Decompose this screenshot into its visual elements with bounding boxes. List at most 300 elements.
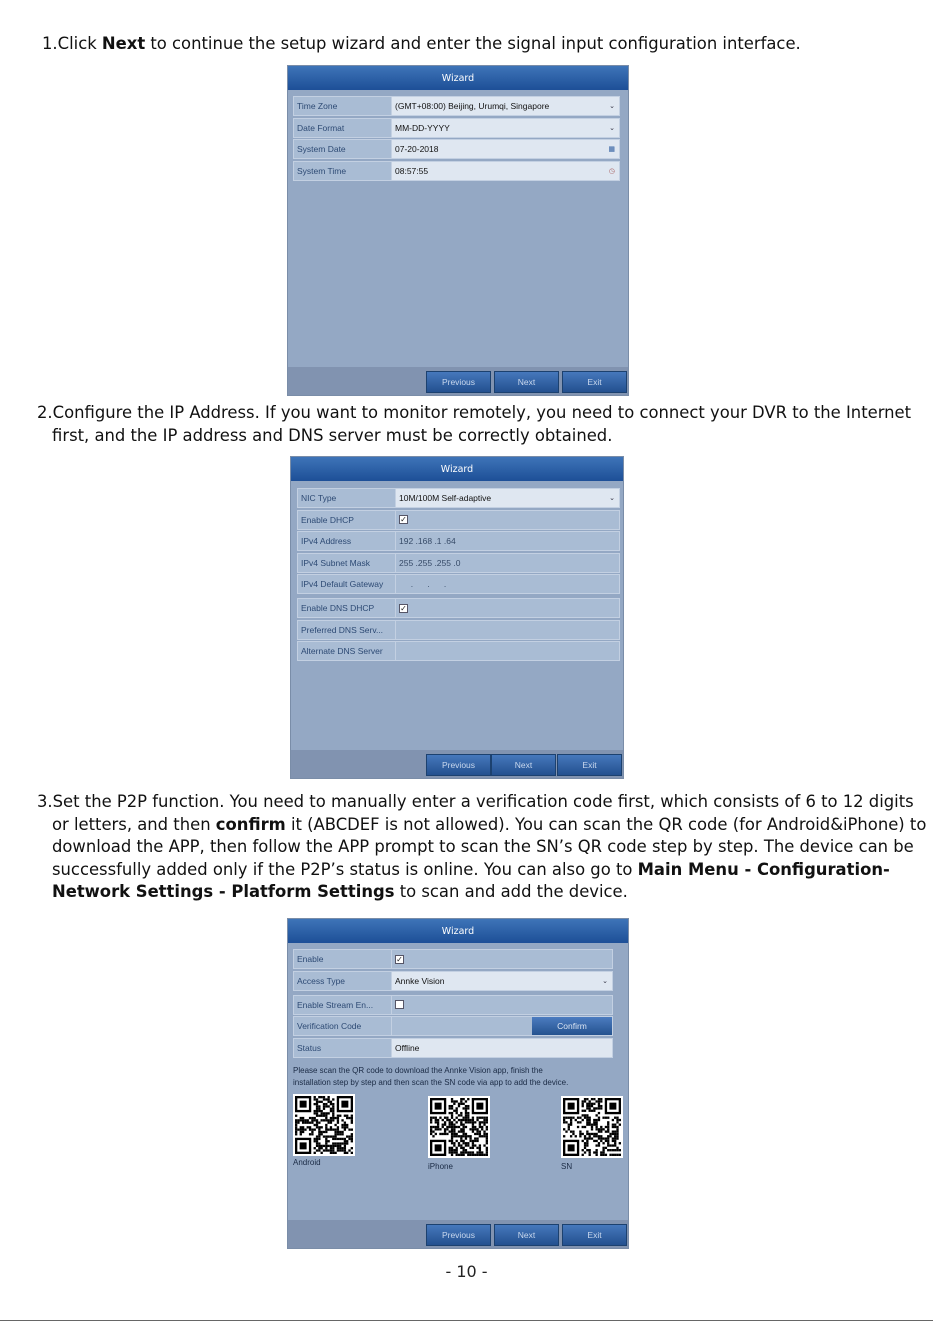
row-alternate-dns[interactable] [297,641,620,661]
qr-module [318,1135,320,1137]
row-enable[interactable] [293,949,613,969]
qr-module [332,1110,334,1112]
qr-module [449,1121,451,1123]
qr-module [346,1115,348,1117]
qr-module [602,1117,604,1119]
row-label: Preferred DNS Serv... [298,621,396,639]
qr-module [476,1133,478,1135]
qr-module [563,1135,565,1137]
preferred-dns-field[interactable] [396,621,619,639]
ipv4-subnet-field[interactable]: 255 .255 .255 .0 [396,554,619,572]
qr-module [483,1121,485,1123]
qr-module [327,1119,329,1121]
qr-module [476,1137,478,1139]
qr-module [472,1130,474,1132]
qr-module [332,1103,334,1105]
qr-module [344,1152,346,1154]
qr-module [430,1126,432,1128]
qr-module [334,1128,336,1130]
row-system-date[interactable] [293,139,620,159]
enable-stream-checkbox[interactable] [395,1000,404,1009]
access-type-value: Annke Vision [395,975,445,986]
chevron-down-icon: ⌄ [609,103,615,110]
qr-module [332,1117,334,1119]
footer-rule [0,1320,933,1321]
qr-module [295,1119,297,1121]
qr-module [458,1130,460,1132]
qr-finder-module [435,1103,442,1110]
qr-module [467,1151,469,1153]
qr-module [614,1140,616,1142]
qr-module [451,1098,453,1100]
qr-module [591,1098,593,1100]
qr-module [612,1144,614,1146]
qr-module [474,1128,476,1130]
row-label: Date Format [294,119,392,137]
verification-code-field[interactable] [392,1017,612,1035]
next-button[interactable]: Next [494,1224,559,1246]
qr-module [435,1117,437,1119]
qr-module [449,1130,451,1132]
qr-module [586,1098,588,1100]
qr-module [325,1115,327,1117]
qr-module [589,1154,591,1156]
qr-module [442,1126,444,1128]
qr-module [314,1140,316,1142]
row-access-type[interactable] [293,971,613,991]
qr-module [456,1154,458,1156]
qr-module [325,1103,327,1105]
qr-module [467,1154,469,1156]
wizard-footer [288,1220,628,1248]
qr-module [339,1147,341,1149]
qr-module [316,1142,318,1144]
enable-checkbox[interactable]: ✓ [396,954,403,964]
row-label: IPv4 Subnet Mask [298,554,396,572]
row-system-time[interactable] [293,161,620,181]
qr-module [318,1142,320,1144]
qr-module [446,1117,448,1119]
qr-module [330,1110,332,1112]
previous-button[interactable]: Previous [426,371,491,393]
qr-module [316,1140,318,1142]
qr-module [570,1135,572,1137]
time-zone-select[interactable] [392,97,619,115]
qr-module [318,1133,320,1135]
next-button[interactable]: Next [494,371,559,393]
row-label: Enable DNS DHCP [298,599,396,617]
access-type-select[interactable] [392,972,612,990]
qr-module [307,1122,309,1124]
row-nic-type[interactable] [297,488,620,508]
qr-module [435,1133,437,1135]
qr-module [462,1098,464,1100]
clock-icon[interactable]: ◷ [608,167,615,175]
qr-module [462,1128,464,1130]
system-time-field[interactable] [392,162,619,180]
qr-module [309,1133,311,1135]
qr-module [465,1126,467,1128]
qr-module [577,1121,579,1123]
qr-module [472,1147,474,1149]
qr-module [467,1107,469,1109]
qr-module [462,1140,464,1142]
qr-module [462,1151,464,1153]
qr-module [598,1103,600,1105]
qr-module [607,1137,609,1139]
qr-module [589,1105,591,1107]
qr-module [616,1121,618,1123]
qr-module [598,1107,600,1109]
row-label: Enable [294,950,392,968]
qr-module [453,1149,455,1151]
step-3-bold-confirm: confirm [215,814,286,834]
qr-module [339,1131,341,1133]
qr-module [465,1137,467,1139]
qr-module [479,1149,481,1151]
previous-button[interactable]: Previous [426,754,491,776]
confirm-button[interactable]: Confirm [532,1017,612,1035]
qr-module [325,1135,327,1137]
qr-module [476,1119,478,1121]
qr-module [568,1126,570,1128]
qr-module [311,1128,313,1130]
qr-module [334,1138,336,1140]
qr-module [330,1145,332,1147]
qr-module [327,1112,329,1114]
row-time-zone[interactable] [293,96,620,116]
qr-module [479,1144,481,1146]
qr-module [483,1130,485,1132]
row-verification-code[interactable] [293,1016,613,1036]
qr-module [318,1108,320,1110]
qr-module [616,1154,618,1156]
qr-module [602,1128,604,1130]
qr-module [584,1151,586,1153]
qr-module [595,1133,597,1135]
qr-module [295,1128,297,1130]
qr-module [295,1126,297,1128]
qr-module [334,1131,336,1133]
qr-module [593,1121,595,1123]
qr-module [437,1128,439,1130]
qr-module [309,1128,311,1130]
qr-module [341,1131,343,1133]
exit-button[interactable]: Exit [562,1224,627,1246]
qr-module [337,1133,339,1135]
qr-module [614,1126,616,1128]
qr-module [616,1130,618,1132]
qr-module [339,1138,341,1140]
qr-module [586,1140,588,1142]
qr-module [323,1145,325,1147]
qr-module [481,1128,483,1130]
qr-module [321,1101,323,1103]
qr-module [568,1117,570,1119]
calendar-icon[interactable]: ▦ [608,146,615,153]
qr-module [614,1130,616,1132]
ipv4-gateway-field[interactable]: . . . [396,575,619,593]
qr-module [316,1145,318,1147]
qr-module [444,1133,446,1135]
step-3-line-5 [37,881,926,904]
qr-module [302,1131,304,1133]
row-date-format[interactable] [293,118,620,138]
next-button[interactable]: Next [491,754,556,776]
qr-module [351,1152,353,1154]
qr-module [462,1142,464,1144]
qr-module [476,1147,478,1149]
qr-module [602,1137,604,1139]
qr-module [435,1119,437,1121]
qr-module [582,1119,584,1121]
qr-module [483,1135,485,1137]
exit-button[interactable]: Exit [562,371,627,393]
qr-module [472,1119,474,1121]
qr-module [318,1105,320,1107]
qr-module [605,1147,607,1149]
qr-module [584,1114,586,1116]
qr-module [465,1105,467,1107]
qr-module [595,1135,597,1137]
qr-module [481,1135,483,1137]
system-time-value: 08:57:55 [395,165,429,176]
qr-module [344,1138,346,1140]
qr-module [325,1131,327,1133]
exit-button[interactable]: Exit [557,754,622,776]
qr-module [570,1119,572,1121]
qr-module [346,1126,348,1128]
qr-module [486,1128,488,1130]
step-1-prefix: 1.Click [42,34,102,53]
qr-module [451,1128,453,1130]
qr-module [598,1144,600,1146]
qr-module [325,1128,327,1130]
qr-module [593,1135,595,1137]
qr-module [456,1140,458,1142]
qr-module [479,1147,481,1149]
qr-module [309,1122,311,1124]
qr-module [476,1140,478,1142]
qr-module [341,1149,343,1151]
qr-module [460,1100,462,1102]
qr-module [460,1128,462,1130]
qr-module [323,1103,325,1105]
page-number: - 10 - [445,1262,488,1281]
wizard-footer [288,367,628,395]
qr-module [486,1142,488,1144]
row-enable-dns-dhcp[interactable] [297,598,620,618]
qr-module [453,1103,455,1105]
enable-dns-dhcp-checkbox[interactable]: ✓ [400,603,407,613]
qr-module [430,1130,432,1132]
date-format-select[interactable] [392,119,619,137]
nic-type-select[interactable] [396,489,619,507]
qr-module [449,1119,451,1121]
qr-module [579,1133,581,1135]
qr-module [472,1121,474,1123]
qr-module [323,1112,325,1114]
qr-module [612,1130,614,1132]
qr-module [577,1117,579,1119]
qr-module [589,1103,591,1105]
qr-module [593,1103,595,1105]
qr-module [598,1137,600,1139]
qr-module [446,1128,448,1130]
qr-module [318,1110,320,1112]
qr-module [348,1149,350,1151]
system-date-field[interactable] [392,140,619,158]
qr-module [593,1107,595,1109]
qr-module [348,1128,350,1130]
qr-module [607,1130,609,1132]
qr-module [325,1112,327,1114]
qr-module [451,1121,453,1123]
row-preferred-dns[interactable] [297,620,620,640]
qr-module [453,1142,455,1144]
row-ipv4-address[interactable] [297,531,620,551]
chevron-down-icon: ⌄ [609,495,615,502]
qr-module [472,1126,474,1128]
qr-module [605,1126,607,1128]
qr-module [330,1108,332,1110]
row-enable-dhcp[interactable] [297,510,620,530]
qr-module [316,1098,318,1100]
qr-module [595,1114,597,1116]
qr-module [456,1117,458,1119]
qr-module [453,1100,455,1102]
qr-module [337,1145,339,1147]
qr-module [316,1115,318,1117]
qr-module [467,1105,469,1107]
qr-module [339,1115,341,1117]
step-2-line-1: 2.Configure the IP Address. If you want to monitor remotely, you need to connect your DVR to the Internet [37,403,912,422]
qr-module [609,1149,611,1151]
qr-module [300,1128,302,1130]
alternate-dns-field[interactable] [396,642,619,660]
wizard-window-p2p [287,918,629,1249]
qr-module [351,1138,353,1140]
qr-module [479,1126,481,1128]
qr-module [586,1133,588,1135]
qr-module [469,1135,471,1137]
previous-button[interactable]: Previous [426,1224,491,1246]
qr-module [472,1128,474,1130]
qr-module [472,1117,474,1119]
qr-module [486,1151,488,1153]
qr-module [449,1105,451,1107]
qr-module [453,1133,455,1135]
qr-module [479,1124,481,1126]
qr-module [327,1105,329,1107]
row-ipv4-subnet[interactable] [297,553,620,573]
qr-module [467,1142,469,1144]
qr-module [467,1119,469,1121]
qr-module [321,1119,323,1121]
qr-module [442,1133,444,1135]
row-ipv4-gateway[interactable] [297,574,620,594]
qr-module [462,1147,464,1149]
qr-module [600,1151,602,1153]
qr-module [593,1098,595,1100]
qr-module [565,1117,567,1119]
qr-module [334,1133,336,1135]
qr-module [348,1117,350,1119]
qr-module [337,1128,339,1130]
row-enable-stream-encryption[interactable] [293,995,613,1015]
qr-module [451,1154,453,1156]
qr-module [314,1147,316,1149]
qr-module [591,1110,593,1112]
qr-module [337,1147,339,1149]
qr-module [582,1114,584,1116]
qr-module [444,1128,446,1130]
qr-module [584,1117,586,1119]
qr-module [330,1103,332,1105]
step-3-bold-menu: Main Menu - Configuration- [637,859,890,879]
qr-module [472,1140,474,1142]
qr-module [607,1117,609,1119]
qr-module [348,1135,350,1137]
qr-module [323,1096,325,1098]
qr-module [458,1105,460,1107]
qr-finder-module [568,1144,575,1151]
qr-module [325,1126,327,1128]
qr-module [479,1130,481,1132]
qr-module [314,1138,316,1140]
qr-module [316,1112,318,1114]
qr-module [486,1147,488,1149]
qr-module [607,1142,609,1144]
qr-module [595,1128,597,1130]
qr-module [486,1149,488,1151]
step-1-bold: Next [101,34,146,53]
qr-module [486,1140,488,1142]
qr-module [582,1100,584,1102]
qr-module [456,1151,458,1153]
enable-dhcp-checkbox[interactable]: ✓ [400,515,407,524]
qr-module [612,1124,614,1126]
qr-module [563,1119,565,1121]
qr-module [316,1110,318,1112]
nic-type-value: 10M/100M Self-adaptive [399,493,492,503]
qr-module [600,1154,602,1156]
qr-module [302,1117,304,1119]
qr-module [311,1119,313,1121]
qr-module [460,1144,462,1146]
qr-module [465,1117,467,1119]
qr-module [453,1124,455,1126]
qr-module [337,1149,339,1151]
qr-module [602,1154,604,1156]
qr-module [321,1147,323,1149]
qr-module [341,1138,343,1140]
qr-module [469,1137,471,1139]
qr-finder-module [609,1103,616,1110]
qr-module [586,1119,588,1121]
qr-module [351,1122,353,1124]
step-3-bold-network: Network Settings - Platform Settings [52,882,395,901]
qr-module [304,1122,306,1124]
wizard-network-rows [297,488,620,663]
step-1-text [42,33,801,56]
qr-module [579,1121,581,1123]
qr-module [432,1130,434,1132]
qr-module [476,1128,478,1130]
ipv4-address-field[interactable]: 192 .168 .1 .64 [396,532,619,550]
qr-module [595,1107,597,1109]
qr-module [451,1117,453,1119]
